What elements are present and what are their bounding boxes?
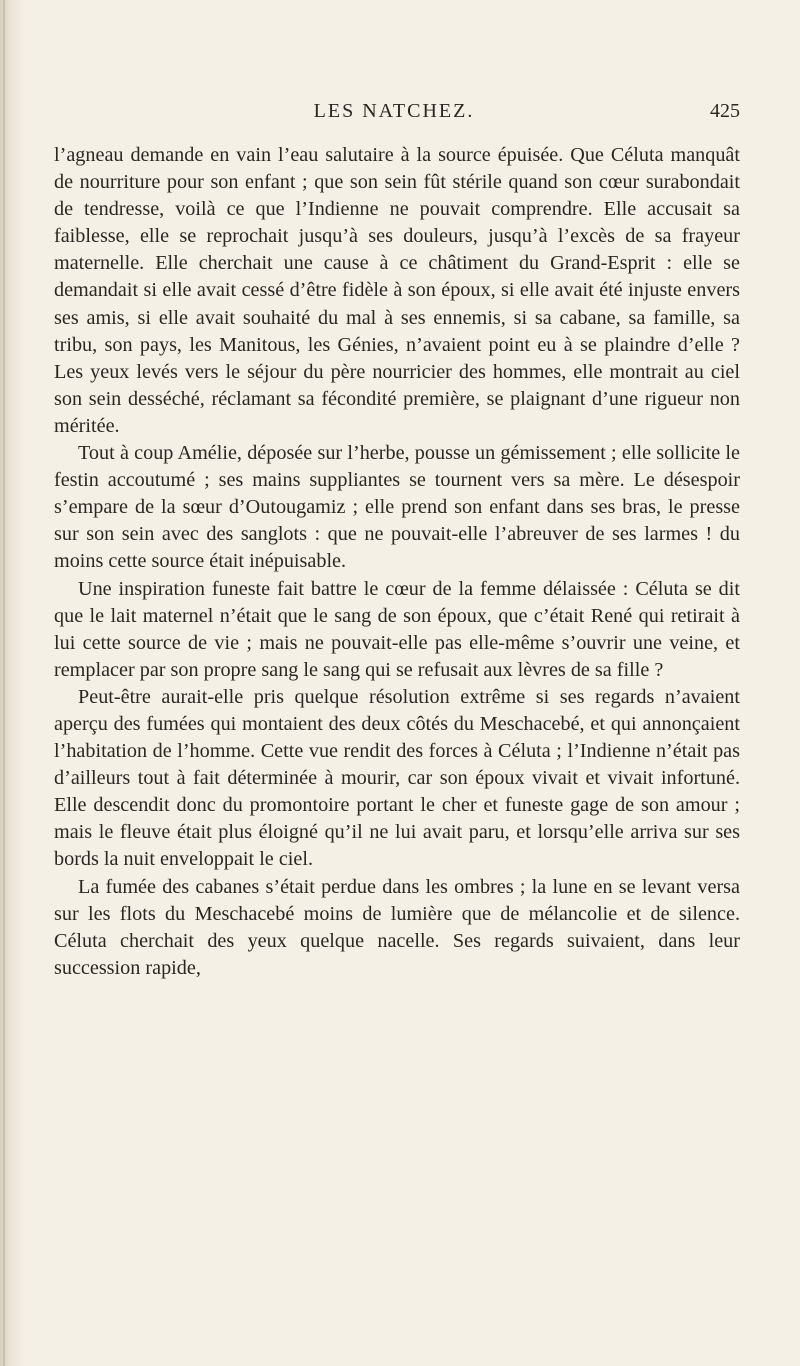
running-head	[48, 94, 740, 124]
page-number: 425	[710, 100, 740, 122]
paragraph-1: l’agneau demande en vain l’eau salutaire à la source épuisée. Que Céluta manquât de nourriture pour son enfant ; que son sein fût stérile quand son cœur surabondait de tendresse, voilà ce que l’Indienne ne pouvait comprendre. Elle accusait sa faiblesse, elle se reprochait jusqu’à ses douleurs, jusqu’à l’excès de sa frayeur maternelle. Elle cherchait une cause à ce châtiment du Grand-Esprit : elle se demandait si elle avait cessé d’être fidèle à son époux, si elle avait été injuste envers ses amis, si elle avait souhaité du mal à ses ennemis, si sa cabane, sa famille, sa tribu, son pays, les Manitous, les Génies, n’avaient point eu à se plaindre d’elle ? Les yeux levés vers le séjour du père nourricier des hommes, elle montrait au ciel son sein desséché, réclamant sa fécondité première, se plaignant d’une rigueur non méritée.	[54, 144, 740, 437]
paragraph-2: Tout à coup Amélie, déposée sur l’herbe, pousse un gémissement ; elle sollicite le festin accoutumé ; ses mains suppliantes se tournent vers sa mère. Le désespoir s’empare de la sœur d’Outougamiz ; elle prend son enfant dans ses bras, le presse sur son sein avec des sanglots : que ne pouvait-elle l’abreuver de ses larmes ! du moins cette source était inépuisable.	[54, 442, 740, 573]
running-title: LES NATCHEZ.	[313, 100, 475, 122]
binding-edge-line	[3, 0, 5, 1366]
paragraph-4: Peut-être aurait-elle pris quelque résolution extrême si ses regards n’avaient aperçu des fumées qui montaient des deux côtés du Meschacebé, et qui annonçaient l’habitation de l’homme. Cette vue rendit des forces à Céluta ; l’Indienne n’était pas d’ailleurs tout à fait déterminée à mourir, car son époux vivait et vivait infortuné. Elle descendit donc du promontoire portant le cher et funeste gage de son amour ; mais le fleuve était plus éloigné qu’il ne lui avait paru, et lorsqu’elle arriva sur ses bords la nuit enveloppait le ciel.	[54, 685, 740, 871]
paragraph-3: Une inspiration funeste fait battre le cœur de la femme délaissée : Céluta se dit que le lait maternel n’était que le sang de son époux, que c’était René qui retirait à lui cette source de vie ; mais ne pouvait-elle pas elle-même s’ouvrir une veine, et remplacer par son propre sang le sang qui se refusait aux lèvres de sa fille ?	[54, 577, 740, 681]
paragraph-5: La fumée des cabanes s’était perdue dans les ombres ; la lune en se levant versa sur les flots du Meschacebé moins de lumière que de mélancolie et de silence. Céluta cherchait des yeux quelque nacelle. Ses regards suivaient, dans leur succession rapide,	[54, 875, 740, 979]
body-text	[54, 142, 740, 982]
